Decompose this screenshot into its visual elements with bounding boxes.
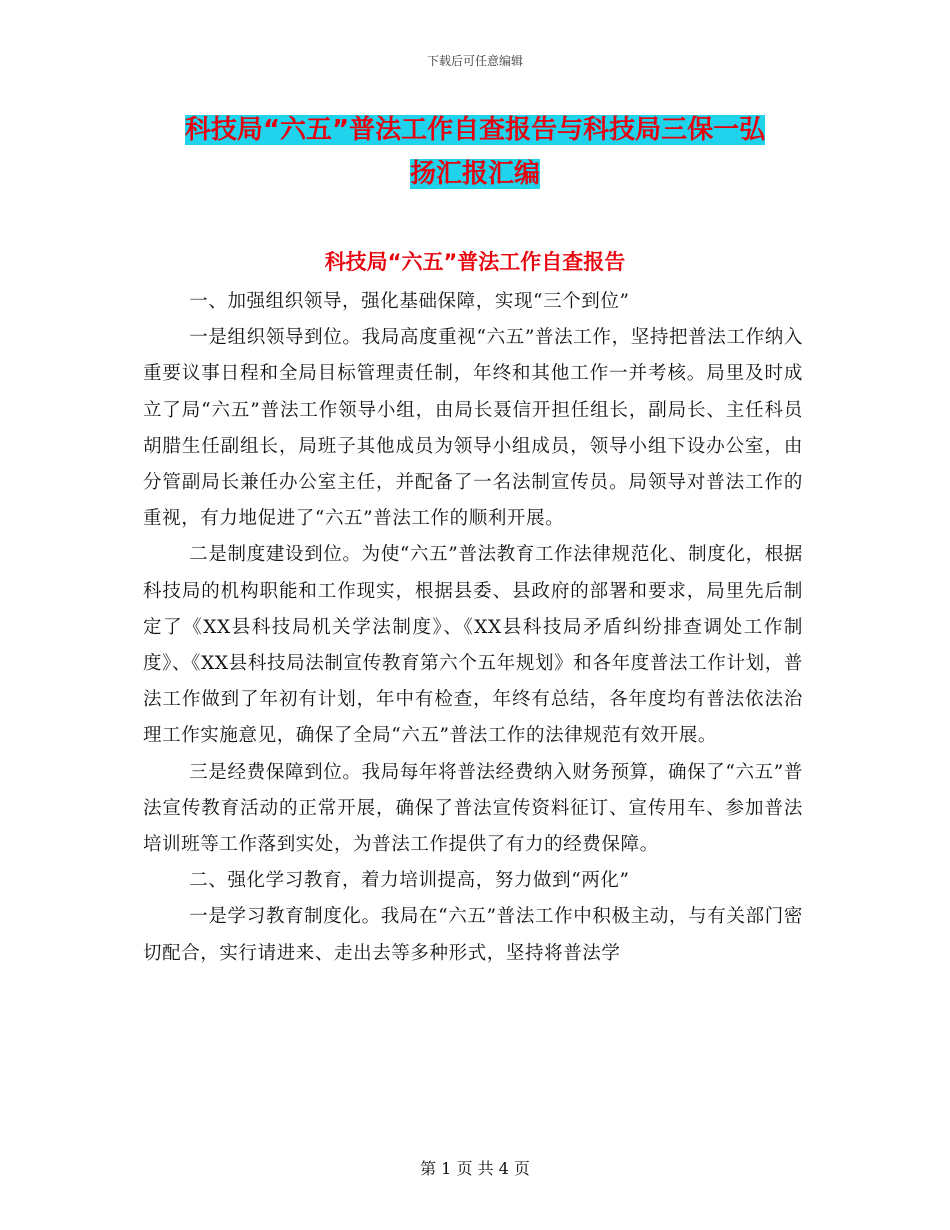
paragraph: 一是组织领导到位。我局高度重视“六五”普法工作，坚持把普法工作纳入重要议事日程和全局目标管理责任制，年终和其他工作一并考核。局里及时成立了局“六五”普法工作领导小组，由局长聂信开担任组长，副局长、主任科员胡腊生任副组长，局班子其他成员为领导小组成员，领导小组下设办公室，由分管副局长兼任办公室主任，并配备了一名法制宣传员。局领导对普法工作的重视，有力地促进了“六五”普法工作的顺利开展。: [143, 327, 803, 530]
section-title: 科技局“六五”普法工作自查报告: [324, 250, 626, 274]
paragraph: 三是经费保障到位。我局每年将普法经费纳入财务预算，确保了“六五”普法宣传教育活动的正常开展，确保了普法宣传资料征订、宣传用车、参加普法培训班等工作落到实处，为普法工作提供了有力的经费保障。: [143, 761, 803, 856]
paragraph-heading-1: 一、加强组织领导，强化基础保障，实现“三个到位”: [189, 291, 630, 312]
header-note: 下载后可任意编辑: [426, 54, 523, 68]
page-number-footer: 第 1 页 共 4 页: [420, 1159, 530, 1178]
document-title: [150, 108, 800, 196]
document-body: [143, 284, 803, 972]
document-title-line-1: 科技局“六五”普法工作自查报告与科技局三保一弘: [184, 115, 766, 145]
document-title-line-2: 扬汇报汇编: [409, 159, 540, 189]
paragraph: 一是学习教育制度化。我局在“六五”普法工作中积极主动，与有关部门密切配合，实行请进来、走出去等多种形式，坚持将普法学: [143, 906, 803, 964]
paragraph: 二是制度建设到位。为使“六五”普法教育工作法律规范化、制度化，根据科技局的机构职能和工作现实，根据县委、县政府的部署和要求，局里先后制定了《XX县科技局机关学法制度》、《XX县科技局矛盾纠纷排查调处工作制度》、《XX县科技局法制宣传教育第六个五年规划》和各年度普法工作计划，普法工作做到了年初有计划，年中有检查，年终有总结，各年度均有普法依法治理工作实施意见，确保了全局“六五”普法工作的法律规范有效开展。: [143, 544, 803, 747]
paragraph-heading-2: 二、强化学习教育，着力培训提高，努力做到“两化”: [189, 870, 630, 892]
